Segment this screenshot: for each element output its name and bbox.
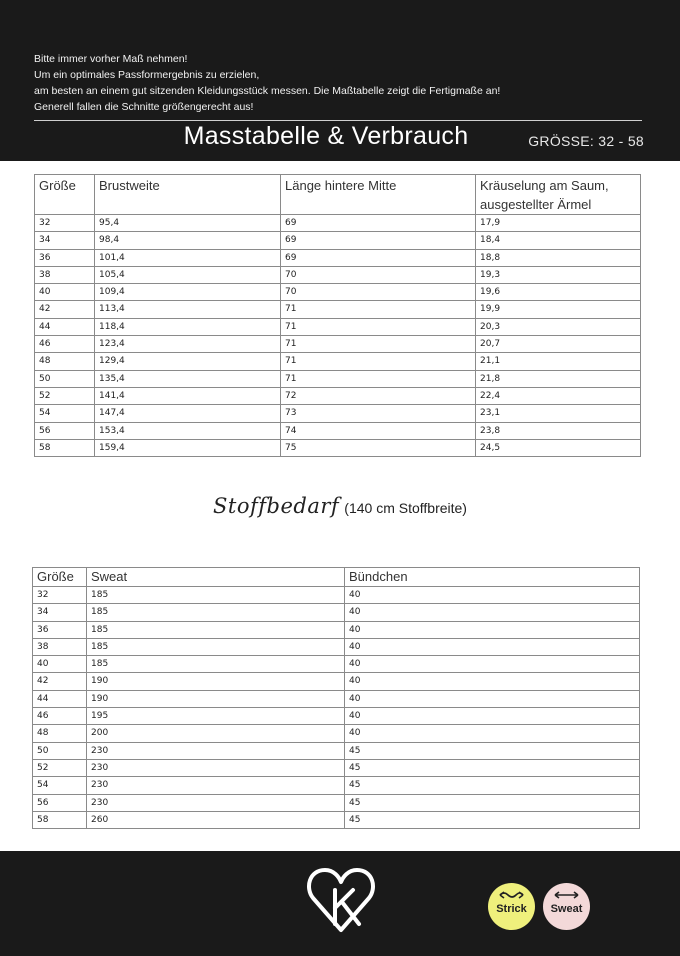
table-row	[33, 690, 640, 707]
fabric-script-title: Stoffbedarf	[213, 494, 340, 518]
table-cell: 52	[35, 387, 95, 404]
table-cell: 71	[281, 301, 476, 318]
table-cell: 40	[345, 708, 640, 725]
table-cell: 185	[87, 587, 345, 604]
table-cell: 46	[35, 336, 95, 353]
table-cell: 230	[87, 777, 345, 794]
table-cell: 17,9	[476, 215, 641, 232]
table-row	[35, 266, 641, 283]
table-cell: 32	[33, 587, 87, 604]
table-cell: 118,4	[95, 318, 281, 335]
table-row	[35, 249, 641, 266]
table-cell: 200	[87, 725, 345, 742]
header-divider	[34, 120, 642, 121]
table-cell: 40	[345, 656, 640, 673]
table-row	[33, 794, 640, 811]
table-row	[35, 318, 641, 335]
table-cell: 20,7	[476, 336, 641, 353]
table-header-row	[35, 175, 641, 215]
table-cell: 98,4	[95, 232, 281, 249]
table-cell: 190	[87, 673, 345, 690]
fabric-table-body	[33, 587, 640, 829]
table-cell: 23,1	[476, 405, 641, 422]
table-cell: 40	[33, 656, 87, 673]
table-cell: 50	[35, 370, 95, 387]
table-row	[33, 656, 640, 673]
measurement-table	[34, 174, 641, 457]
table-cell: 34	[33, 604, 87, 621]
table-cell: 40	[345, 638, 640, 655]
column-header: Größe	[33, 568, 87, 587]
table-cell: 56	[35, 422, 95, 439]
table-row	[35, 301, 641, 318]
table-row	[33, 742, 640, 759]
table-cell: 58	[33, 811, 87, 828]
table-cell: 230	[87, 759, 345, 776]
table-cell: 54	[35, 405, 95, 422]
table-cell: 54	[33, 777, 87, 794]
table-cell: 105,4	[95, 266, 281, 283]
table-cell: 69	[281, 249, 476, 266]
table-row	[35, 336, 641, 353]
table-row	[35, 284, 641, 301]
intro-line: Generell fallen die Schnitte größengerecht aus!	[34, 101, 254, 113]
column-header: Bündchen	[345, 568, 640, 587]
size-range: GRÖSSE: 32 - 58	[528, 133, 644, 149]
table-cell: 40	[345, 673, 640, 690]
fabric-heading	[0, 494, 680, 518]
badge-label: Sweat	[550, 903, 583, 915]
sweat-badge	[543, 883, 590, 930]
strick-badge	[488, 883, 535, 930]
table-cell: 48	[35, 353, 95, 370]
table-row	[35, 353, 641, 370]
heart-k-logo-icon	[305, 864, 377, 936]
intro-line: am besten an einem gut sitzenden Kleidungsstück messen. Die Maßtabelle zeigt die Fertigmaße an!	[34, 85, 501, 97]
table-cell: 71	[281, 353, 476, 370]
table-cell: 45	[345, 742, 640, 759]
table-cell: 185	[87, 604, 345, 621]
column-header: Größe	[35, 175, 95, 215]
table-cell: 42	[33, 673, 87, 690]
table-cell: 38	[35, 266, 95, 283]
table-row	[33, 587, 640, 604]
table-cell: 40	[345, 621, 640, 638]
table-cell: 21,1	[476, 353, 641, 370]
measurement-table-body	[35, 215, 641, 457]
table-row	[35, 232, 641, 249]
table-cell: 44	[33, 690, 87, 707]
table-row	[33, 811, 640, 828]
column-header: Länge hintere Mitte	[281, 175, 476, 215]
table-cell: 32	[35, 215, 95, 232]
table-cell: 58	[35, 439, 95, 456]
table-row	[33, 621, 640, 638]
table-cell: 45	[345, 759, 640, 776]
table-cell: 185	[87, 656, 345, 673]
table-cell: 20,3	[476, 318, 641, 335]
double-arrow-icon	[551, 889, 582, 901]
table-cell: 69	[281, 215, 476, 232]
table-cell: 70	[281, 284, 476, 301]
table-cell: 147,4	[95, 405, 281, 422]
table-cell: 21,8	[476, 370, 641, 387]
table-cell: 24,5	[476, 439, 641, 456]
fabric-table	[32, 567, 640, 829]
table-cell: 48	[33, 725, 87, 742]
table-cell: 135,4	[95, 370, 281, 387]
table-row	[33, 673, 640, 690]
table-cell: 22,4	[476, 387, 641, 404]
table-cell: 18,8	[476, 249, 641, 266]
table-cell: 190	[87, 690, 345, 707]
table-cell: 44	[35, 318, 95, 335]
table-cell: 45	[345, 811, 640, 828]
badge-label: Strick	[496, 903, 527, 915]
table-row	[35, 387, 641, 404]
table-cell: 42	[35, 301, 95, 318]
column-header: Sweat	[87, 568, 345, 587]
table-cell: 72	[281, 387, 476, 404]
table-cell: 101,4	[95, 249, 281, 266]
table-cell: 52	[33, 759, 87, 776]
intro-text	[34, 51, 654, 115]
table-cell: 230	[87, 742, 345, 759]
fabric-note: (140 cm Stoffbreite)	[344, 500, 467, 516]
table-row	[35, 422, 641, 439]
table-cell: 36	[33, 621, 87, 638]
table-cell: 40	[345, 725, 640, 742]
intro-line: Um ein optimales Passformergebnis zu erzielen,	[34, 69, 260, 81]
table-cell: 71	[281, 318, 476, 335]
table-cell: 129,4	[95, 353, 281, 370]
wave-arrow-icon	[496, 889, 527, 901]
table-cell: 34	[35, 232, 95, 249]
column-header: Brustweite	[95, 175, 281, 215]
table-row	[33, 759, 640, 776]
table-cell: 113,4	[95, 301, 281, 318]
table-cell: 230	[87, 794, 345, 811]
table-cell: 18,4	[476, 232, 641, 249]
table-cell: 38	[33, 638, 87, 655]
table-cell: 185	[87, 638, 345, 655]
table-header-row	[33, 568, 640, 587]
table-cell: 195	[87, 708, 345, 725]
table-row	[33, 777, 640, 794]
table-row	[33, 638, 640, 655]
table-cell: 56	[33, 794, 87, 811]
table-row	[35, 370, 641, 387]
page-title: Masstabelle & Verbrauch	[183, 122, 469, 150]
intro-line: Bitte immer vorher Maß nehmen!	[34, 53, 188, 65]
table-cell: 19,9	[476, 301, 641, 318]
table-cell: 71	[281, 336, 476, 353]
table-cell: 141,4	[95, 387, 281, 404]
table-cell: 123,4	[95, 336, 281, 353]
table-cell: 46	[33, 708, 87, 725]
table-cell: 45	[345, 777, 640, 794]
table-cell: 75	[281, 439, 476, 456]
table-cell: 19,3	[476, 266, 641, 283]
table-cell: 159,4	[95, 439, 281, 456]
table-cell: 71	[281, 370, 476, 387]
table-cell: 95,4	[95, 215, 281, 232]
table-cell: 40	[35, 284, 95, 301]
table-cell: 185	[87, 621, 345, 638]
table-cell: 19,6	[476, 284, 641, 301]
table-cell: 45	[345, 794, 640, 811]
table-cell: 50	[33, 742, 87, 759]
table-row	[33, 708, 640, 725]
table-cell: 40	[345, 690, 640, 707]
table-cell: 23,8	[476, 422, 641, 439]
table-cell: 69	[281, 232, 476, 249]
table-cell: 40	[345, 587, 640, 604]
table-cell: 74	[281, 422, 476, 439]
table-row	[35, 405, 641, 422]
table-cell: 109,4	[95, 284, 281, 301]
table-cell: 260	[87, 811, 345, 828]
table-row	[35, 439, 641, 456]
table-cell: 36	[35, 249, 95, 266]
table-row	[33, 725, 640, 742]
table-cell: 73	[281, 405, 476, 422]
table-cell: 70	[281, 266, 476, 283]
table-row	[33, 604, 640, 621]
table-cell: 153,4	[95, 422, 281, 439]
table-row	[35, 215, 641, 232]
column-header: Kräuselung am Saum, ausgestellter Ärmel	[476, 175, 641, 215]
table-cell: 40	[345, 604, 640, 621]
